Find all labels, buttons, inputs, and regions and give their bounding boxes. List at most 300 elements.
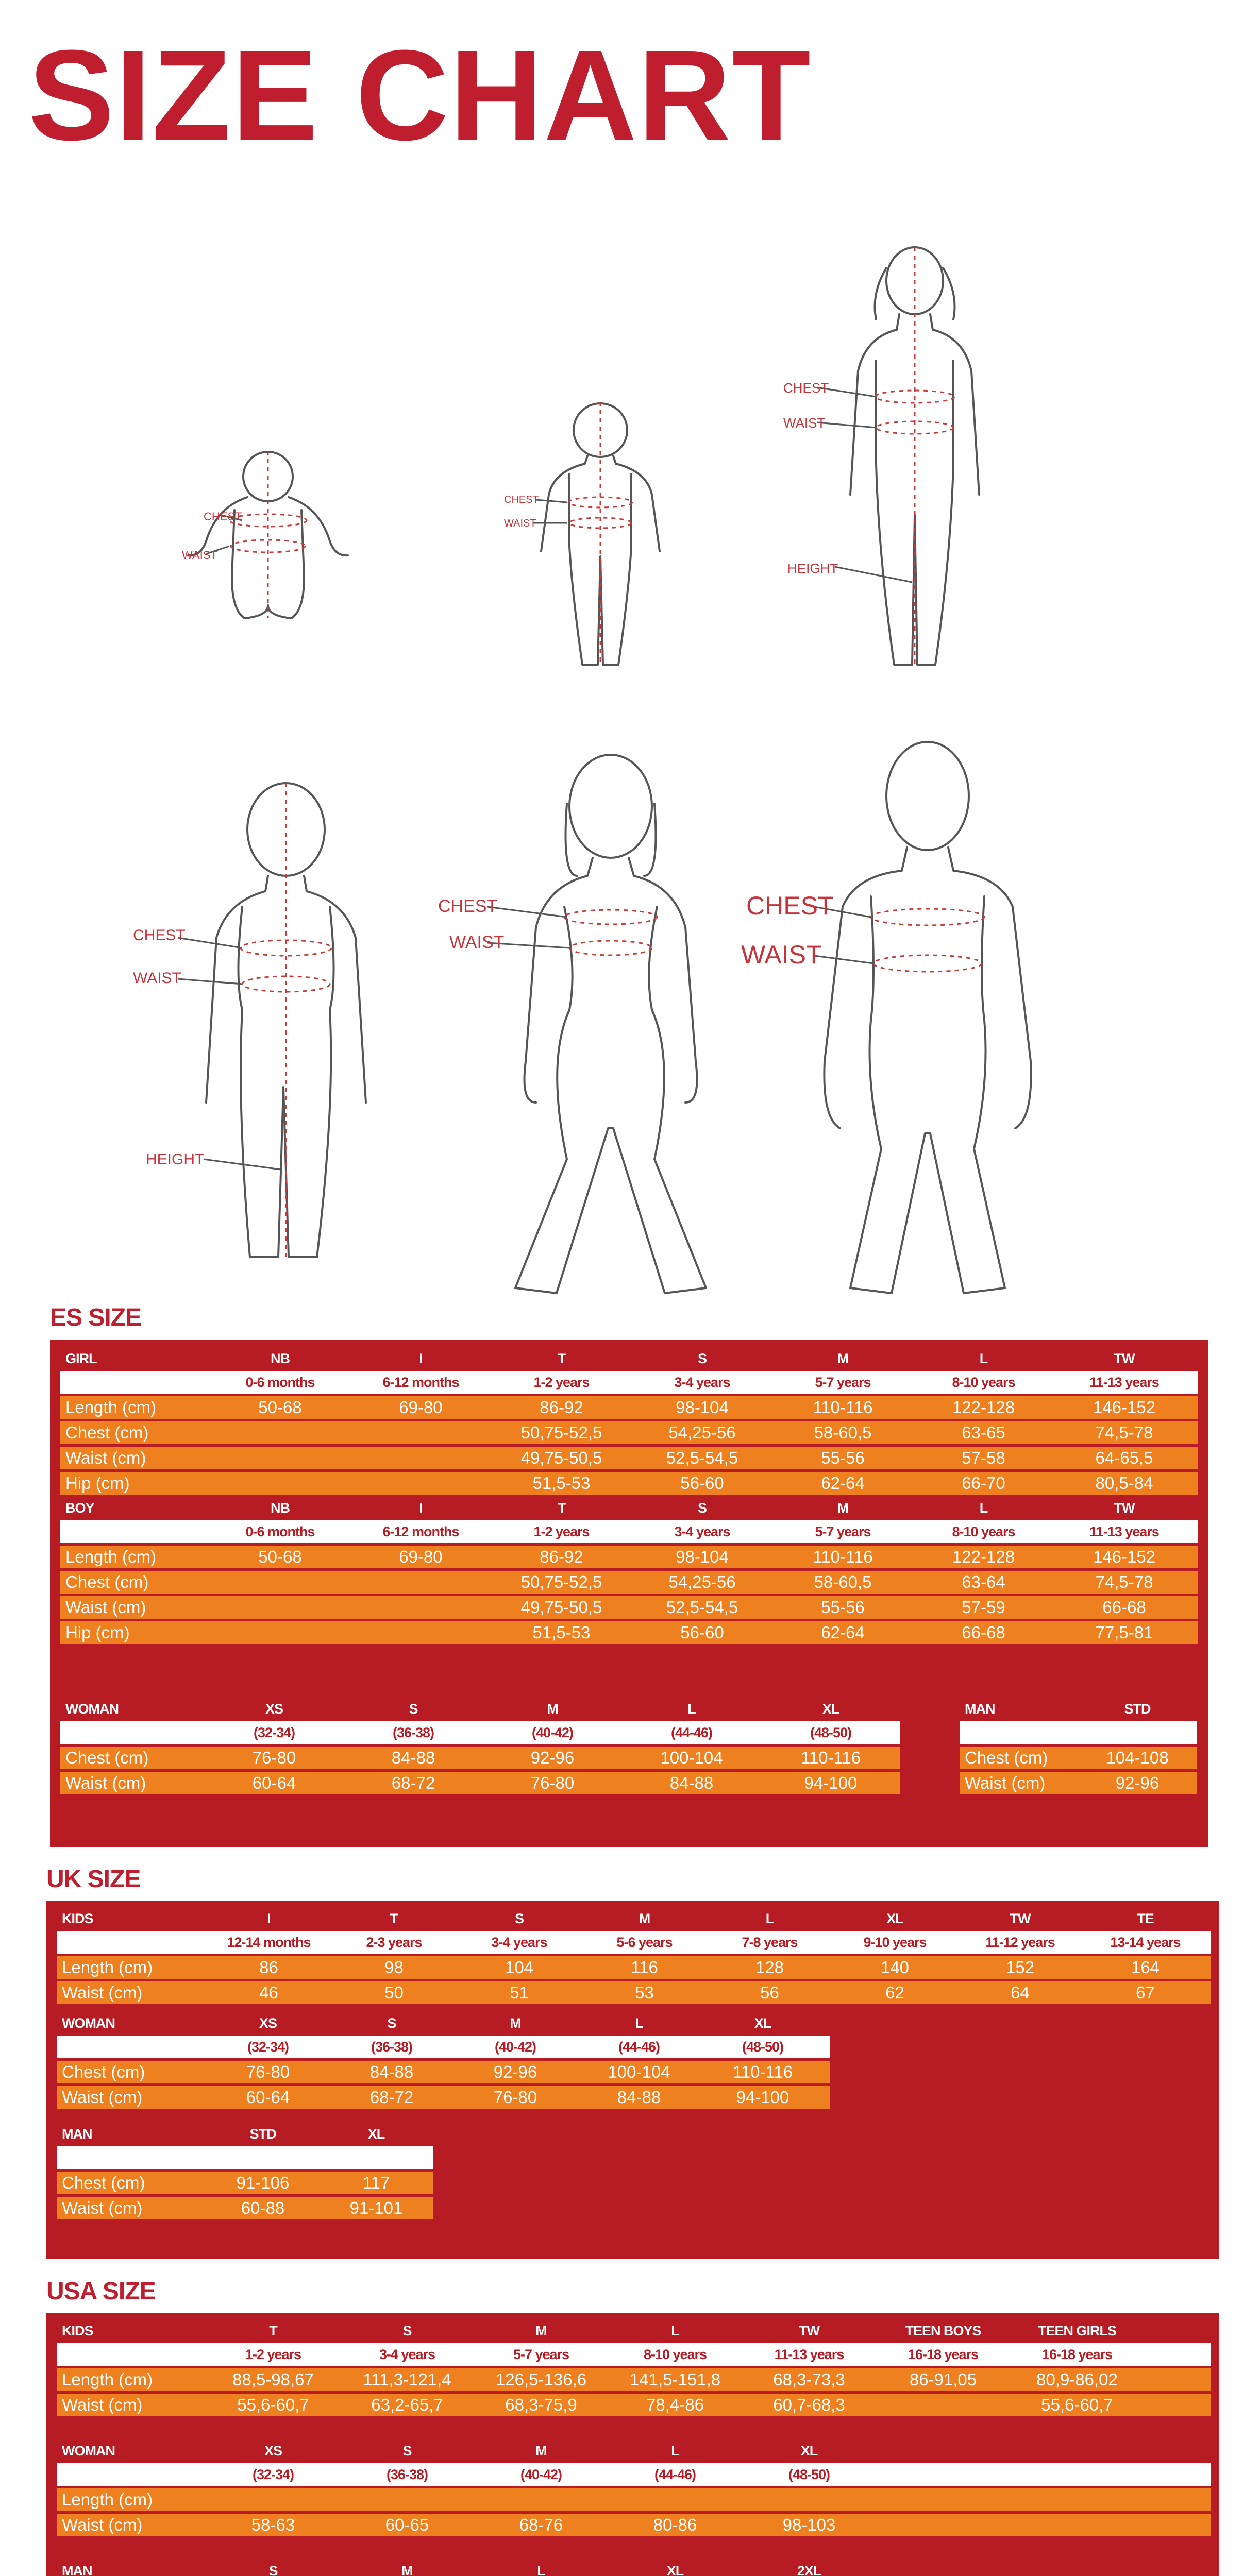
group-name: MAN	[62, 2563, 92, 2576]
measurement-value: 68-76	[519, 2515, 563, 2534]
measurement-value: 74,5-78	[1095, 1572, 1153, 1591]
size-code: STD	[249, 2126, 276, 2142]
measurement-value: 84-88	[617, 2088, 661, 2107]
group-name: BOY	[65, 1500, 94, 1516]
measurement-label: Waist (cm)	[62, 1983, 143, 2002]
measurement-row	[60, 1396, 1198, 1419]
size-code: M	[535, 2323, 547, 2338]
measurement-value: 51,5-53	[532, 1623, 591, 1642]
size-code: S	[514, 1910, 524, 1926]
measurement-value: 146-152	[1093, 1398, 1156, 1417]
size-code: L	[671, 2323, 679, 2338]
age-range: 3-4 years	[674, 1523, 730, 1539]
size-code: STD	[1124, 1701, 1151, 1717]
fig-label-waist: WAIST	[133, 970, 181, 987]
measurement-label: Chest (cm)	[65, 1572, 149, 1591]
age-range: (40-42)	[520, 2466, 562, 2482]
measurement-value: 122-128	[952, 1547, 1015, 1566]
fig-label-height: HEIGHT	[787, 561, 838, 576]
size-header-row	[60, 1698, 900, 1720]
measurement-label: Length (cm)	[65, 1398, 157, 1417]
age-range: 3-4 years	[491, 1934, 547, 1950]
measurement-value: 52,5-54,5	[666, 1448, 738, 1467]
measurement-row	[60, 1447, 1198, 1469]
measurement-label: Waist (cm)	[65, 1448, 146, 1467]
size-header-row	[57, 2560, 1211, 2576]
measurement-value: 110-116	[800, 1748, 861, 1767]
size-code: M	[510, 2015, 521, 2031]
fig-label-chest: CHEST	[746, 891, 834, 920]
age-range: 8-10 years	[643, 2346, 707, 2362]
measurement-value: 68,3-73,3	[773, 2370, 845, 2389]
measurement-value: 50-68	[258, 1398, 302, 1417]
measurement-value: 84-88	[669, 1773, 714, 1792]
fig-label-waist: WAIST	[182, 549, 217, 562]
size-code: NB	[271, 1500, 290, 1516]
measurement-value: 98	[384, 1958, 404, 1977]
measurement-value: 68,3-75,9	[505, 2395, 577, 2414]
age-range: 2-3 years	[366, 1934, 422, 1950]
measurement-row	[57, 2488, 1211, 2511]
measurement-value: 64	[1011, 1983, 1030, 2002]
age-range: (48-50)	[810, 1724, 852, 1740]
size-code: XL	[367, 2126, 385, 2142]
es-size-title: ES SIZE	[50, 1304, 142, 1331]
measurement-value: 57-59	[962, 1598, 1005, 1617]
measurement-value: 110-116	[732, 2062, 793, 2081]
age-range: 8-10 years	[952, 1523, 1015, 1539]
size-code: M	[837, 1350, 849, 1366]
size-code: S	[697, 1500, 707, 1516]
measurement-value: 84-88	[369, 2062, 414, 2081]
measurement-label: Waist (cm)	[65, 1773, 146, 1792]
measurement-value: 60-88	[241, 2198, 285, 2217]
measurement-value: 63,2-65,7	[371, 2395, 443, 2414]
age-range: 6-12 months	[382, 1523, 459, 1539]
size-code: M	[547, 1701, 558, 1717]
measurement-value: 122-128	[952, 1398, 1015, 1417]
fig-label-chest: CHEST	[504, 494, 539, 505]
group-name: MAN	[62, 2126, 92, 2142]
measurement-row	[57, 1981, 1211, 2004]
measurement-row	[60, 1472, 1198, 1495]
measurement-value: 98-103	[782, 2515, 836, 2534]
measurement-value: 55,6-60,7	[1041, 2395, 1113, 2414]
size-code: XL	[800, 2443, 818, 2459]
size-code: M	[639, 1910, 650, 1926]
measurement-row	[57, 2394, 1211, 2416]
usa-kids-table	[57, 2319, 1211, 2416]
measurement-row	[60, 1421, 1198, 1444]
measurement-value: 69-80	[399, 1398, 443, 1417]
age-range: (32-34)	[252, 2466, 294, 2482]
uk-size-panel	[46, 1901, 1219, 2259]
age-range: 3-4 years	[379, 2346, 435, 2362]
measurement-value: 98-104	[676, 1547, 729, 1566]
measurement-value: 152	[1005, 1958, 1035, 1977]
es-woman-table	[60, 1698, 900, 1794]
measurement-value: 55-56	[821, 1448, 865, 1467]
age-range: (36-38)	[371, 2039, 413, 2055]
group-name: KIDS	[62, 1910, 93, 1926]
figure-man	[824, 742, 1031, 1293]
age-range: (44-46)	[618, 2039, 660, 2055]
fig-label-waist: WAIST	[504, 518, 536, 529]
size-header-row	[57, 2123, 433, 2145]
size-code: XS	[264, 2443, 282, 2459]
measurement-label: Chest (cm)	[62, 2173, 145, 2192]
measurement-value: 104	[505, 1958, 534, 1977]
size-code: T	[269, 2323, 277, 2338]
size-header-row	[57, 2319, 1211, 2342]
measurement-value: 63-65	[962, 1423, 1005, 1442]
size-code: TW	[799, 2323, 819, 2338]
measurement-value: 94-100	[804, 1773, 858, 1792]
measurement-value: 92-96	[1115, 1773, 1160, 1792]
figure-child	[206, 783, 366, 1257]
fig-label-chest: CHEST	[204, 510, 242, 523]
age-range: 8-10 years	[952, 1374, 1015, 1390]
measurement-value: 88,5-98,67	[232, 2370, 314, 2389]
group-name: WOMAN	[65, 1701, 119, 1717]
fig-label-chest: CHEST	[783, 380, 829, 396]
age-range: 0-6 months	[245, 1374, 315, 1390]
figure-woman	[515, 755, 706, 1293]
measurement-value: 68-72	[391, 1773, 435, 1792]
size-code: TE	[1137, 1910, 1154, 1926]
measurement-value: 100-104	[608, 2062, 670, 2081]
size-code: T	[557, 1500, 566, 1516]
measurement-value: 76-80	[252, 1748, 296, 1767]
size-code: S	[402, 2323, 412, 2338]
group-name: WOMAN	[62, 2443, 115, 2459]
measurement-value: 62-64	[821, 1623, 865, 1642]
page-title: SIZE CHART	[28, 23, 812, 167]
es-size-panel	[50, 1340, 1208, 1847]
measurement-value: 164	[1131, 1958, 1160, 1977]
measurement-value: 77,5-81	[1095, 1623, 1153, 1642]
uk-kids-table	[57, 1907, 1211, 2004]
measurement-value: 50	[384, 1983, 404, 2002]
measurement-label: Chest (cm)	[965, 1748, 1048, 1767]
age-row	[60, 1721, 900, 1744]
size-code: L	[537, 2563, 545, 2576]
measurement-label: Waist (cm)	[965, 1773, 1046, 1792]
measurement-value: 52,5-54,5	[666, 1598, 738, 1617]
measurement-value: 56	[760, 1983, 779, 2002]
size-code: L	[979, 1500, 988, 1516]
group-name: GIRL	[65, 1350, 97, 1366]
measurement-value: 140	[880, 1958, 910, 1977]
measurement-row	[60, 1747, 900, 1769]
size-header-row	[60, 1347, 1198, 1370]
measurement-label: Chest (cm)	[65, 1748, 149, 1767]
measurement-label: Length (cm)	[62, 2370, 153, 2389]
measurement-label: Length (cm)	[65, 1547, 157, 1566]
measurement-value: 57-58	[962, 1448, 1005, 1467]
measurement-label: Waist (cm)	[62, 2515, 143, 2534]
age-range: 9-10 years	[863, 1934, 927, 1950]
measurement-value: 86-92	[540, 1398, 583, 1417]
measurement-value: 100-104	[660, 1748, 723, 1767]
age-range: 1-2 years	[533, 1374, 590, 1390]
age-row	[57, 2343, 1211, 2366]
size-code: XL	[822, 1701, 839, 1717]
measurement-value: 94-100	[736, 2088, 789, 2107]
measurement-value: 116	[631, 1958, 658, 1977]
measurement-value: 80,5-84	[1095, 1473, 1153, 1493]
size-code: I	[419, 1350, 423, 1366]
size-code: TW	[1114, 1500, 1135, 1516]
measurement-label: Waist (cm)	[65, 1598, 146, 1617]
measurement-label: Waist (cm)	[62, 2395, 143, 2414]
measurement-row	[57, 2086, 830, 2109]
age-row	[60, 1371, 1198, 1394]
age-range: (36-38)	[392, 1724, 434, 1740]
measurement-value: 62	[885, 1983, 904, 2002]
age-row	[57, 2036, 830, 2058]
measurement-value: 53	[635, 1983, 654, 2002]
uk-size-title: UK SIZE	[46, 1866, 141, 1893]
usa-size-panel	[46, 2313, 1219, 2576]
measurement-value: 50-68	[258, 1547, 302, 1566]
size-code: T	[390, 1910, 398, 1926]
measurement-value: 50,75-52,5	[520, 1423, 602, 1442]
measurement-value: 56-60	[680, 1473, 724, 1493]
measurement-value: 68-72	[369, 2088, 414, 2107]
fig-label-waist: WAIST	[449, 933, 505, 952]
measurement-value: 62-64	[821, 1473, 865, 1493]
size-code: S	[387, 2015, 396, 2031]
measurement-value: 126,5-136,6	[495, 2370, 587, 2389]
measurement-row	[60, 1772, 900, 1794]
size-code: XL	[666, 2563, 684, 2576]
es-boy-table	[60, 1497, 1198, 1644]
size-header-row	[57, 2439, 1211, 2462]
measurement-row	[57, 1956, 1211, 1979]
measurement-label: Chest (cm)	[65, 1423, 149, 1442]
measurement-value: 74,5-78	[1095, 1423, 1153, 1442]
measurement-value: 54,25-56	[668, 1423, 736, 1442]
age-range: 1-2 years	[245, 2346, 301, 2362]
size-code: TW	[1114, 1350, 1135, 1366]
usa-woman-table	[57, 2439, 1211, 2536]
group-name: KIDS	[62, 2323, 93, 2338]
measurement-value: 49,75-50,5	[520, 1598, 602, 1617]
measurement-value: 56-60	[680, 1623, 724, 1642]
age-range: (36-38)	[386, 2466, 428, 2482]
age-range: 3-4 years	[674, 1374, 730, 1390]
measurement-row	[960, 1772, 1197, 1794]
measurement-value: 76-80	[246, 2062, 290, 2081]
size-code: M	[401, 2563, 413, 2576]
age-row	[57, 2463, 1211, 2486]
age-range: 12-14 months	[227, 1934, 311, 1950]
measurement-row	[57, 2197, 433, 2219]
size-code: T	[557, 1350, 566, 1366]
age-range: 11-13 years	[774, 2346, 844, 2362]
size-code: S	[402, 2443, 412, 2459]
measurement-value: 141,5-151,8	[629, 2370, 721, 2389]
measurement-label: Chest (cm)	[62, 2062, 145, 2081]
usa-man-table	[57, 2560, 1211, 2576]
measurement-value: 67	[1136, 1983, 1155, 2002]
age-range: 5-6 years	[616, 1934, 673, 1950]
size-code: L	[765, 1910, 774, 1926]
measurement-row	[60, 1571, 1198, 1594]
measurement-value: 49,75-50,5	[520, 1448, 602, 1467]
measurement-value: 84-88	[391, 1748, 435, 1767]
group-name: WOMAN	[62, 2015, 115, 2031]
measurement-label: Hip (cm)	[65, 1473, 130, 1493]
usa-size-title: USA SIZE	[46, 2278, 156, 2305]
age-range: (32-34)	[253, 1724, 295, 1740]
measurement-value: 66-68	[962, 1623, 1005, 1642]
size-code: 2XL	[797, 2563, 821, 2576]
age-range: 11-12 years	[985, 1934, 1055, 1950]
size-code: S	[697, 1350, 707, 1366]
measurement-value: 76-80	[493, 2088, 537, 2107]
measurement-value: 98-104	[676, 1398, 729, 1417]
size-code: M	[535, 2443, 547, 2459]
size-code: L	[979, 1350, 988, 1366]
age-range: 11-13 years	[1089, 1374, 1159, 1390]
size-code: L	[671, 2443, 679, 2459]
size-code: XS	[259, 2015, 277, 2031]
size-code: TEEN GIRLS	[1037, 2323, 1116, 2338]
age-range: 5-7 years	[815, 1523, 871, 1539]
es-man-table	[960, 1698, 1197, 1794]
measurement-value: 58-63	[251, 2515, 295, 2534]
measurement-value: 63-64	[962, 1572, 1005, 1591]
age-range: (48-50)	[742, 2039, 784, 2055]
measurement-value: 76-80	[530, 1773, 575, 1792]
age-range: 11-13 years	[1089, 1523, 1159, 1539]
measurement-value: 60-64	[252, 1773, 296, 1792]
measurement-value: 146-152	[1093, 1547, 1156, 1566]
measurement-value: 110-116	[813, 1547, 873, 1566]
age-range: (44-46)	[654, 2466, 696, 2482]
size-code: NB	[271, 1350, 290, 1366]
measurement-value: 60-65	[385, 2515, 429, 2534]
measurement-value: 69-80	[399, 1547, 443, 1566]
measurement-label: Waist (cm)	[62, 2198, 143, 2217]
fig-label-waist: WAIST	[783, 415, 826, 431]
size-code: XL	[886, 1910, 903, 1926]
fig-label-chest: CHEST	[438, 896, 498, 916]
measurement-value: 60-64	[246, 2088, 290, 2107]
measurement-value: 104-108	[1106, 1748, 1169, 1767]
size-header-row	[960, 1698, 1197, 1720]
measurement-value: 51,5-53	[532, 1473, 591, 1493]
size-code: TW	[1010, 1910, 1031, 1926]
measurement-value: 91-106	[236, 2173, 290, 2192]
age-range: 16-18 years	[1041, 2346, 1113, 2362]
measurement-value: 55-56	[821, 1598, 865, 1617]
measurement-value: 50,75-52,5	[520, 1572, 602, 1591]
age-range: 7-8 years	[742, 1934, 798, 1950]
size-header-row	[57, 2012, 830, 2035]
measurement-label: Length (cm)	[62, 2490, 153, 2509]
measurement-value: 86-91,05	[909, 2370, 977, 2389]
group-name: MAN	[965, 1701, 995, 1717]
age-range: (44-46)	[670, 1724, 713, 1740]
size-code: L	[687, 1701, 696, 1717]
measurement-value: 92-96	[530, 1748, 575, 1767]
measurement-value: 55,6-60,7	[237, 2395, 309, 2414]
measurement-value: 46	[259, 1983, 278, 2002]
size-code: XS	[265, 1701, 283, 1717]
measurement-value: 110-116	[813, 1398, 873, 1417]
age-range: (40-42)	[531, 1724, 574, 1740]
measurement-value: 64-65,5	[1095, 1448, 1153, 1467]
measurement-label: Waist (cm)	[62, 2088, 143, 2107]
measurement-value: 80-86	[653, 2515, 697, 2534]
size-code: I	[267, 1910, 271, 1926]
measurement-value: 51	[510, 1983, 529, 2002]
measurement-value: 86	[259, 1958, 278, 1977]
measurement-value: 86-92	[540, 1547, 583, 1566]
measurement-value: 54,25-56	[668, 1572, 736, 1591]
measurement-value: 91-101	[349, 2198, 403, 2217]
age-row	[60, 1520, 1198, 1543]
measurement-value: 80,9-86,02	[1036, 2370, 1118, 2389]
size-code: S	[268, 2563, 278, 2576]
measurement-row	[57, 2061, 830, 2083]
measurement-row	[60, 1596, 1198, 1619]
es-girl-table	[60, 1347, 1198, 1495]
measurement-value: 117	[362, 2173, 390, 2192]
measurement-row	[57, 2172, 433, 2194]
age-range: (40-42)	[494, 2039, 536, 2055]
size-code: S	[409, 1701, 418, 1717]
measurement-value: 60,7-68,3	[773, 2395, 845, 2414]
measurement-row	[960, 1747, 1197, 1769]
size-code: TEEN BOYS	[905, 2323, 981, 2338]
size-code: M	[837, 1500, 849, 1516]
size-header-row	[57, 1907, 1211, 1930]
age-range: 5-7 years	[815, 1374, 871, 1390]
age-row	[57, 2146, 433, 2169]
measurement-row	[60, 1546, 1198, 1568]
age-range: 13-14 years	[1110, 1934, 1181, 1950]
uk-man-table	[57, 2123, 433, 2219]
size-code: L	[635, 2015, 643, 2031]
measurement-value: 58-60,5	[814, 1572, 872, 1591]
measurement-label: Hip (cm)	[65, 1623, 130, 1642]
measurement-value: 78,4-86	[646, 2395, 704, 2414]
measurement-value: 111,3-121,4	[363, 2370, 451, 2389]
size-code: I	[419, 1500, 423, 1516]
age-range: 6-12 months	[382, 1374, 459, 1390]
measurement-row	[60, 1621, 1198, 1644]
age-range: (32-34)	[247, 2039, 289, 2055]
fig-label-height: HEIGHT	[146, 1151, 205, 1168]
age-range: 16-18 years	[908, 2346, 979, 2362]
size-code: XL	[754, 2015, 771, 2031]
size-header-row	[60, 1497, 1198, 1519]
age-row	[960, 1721, 1197, 1744]
age-range: 5-7 years	[513, 2346, 569, 2362]
fig-label-chest: CHEST	[133, 927, 186, 944]
measurement-value: 58-60,5	[814, 1423, 872, 1442]
measurement-row	[57, 2514, 1211, 2536]
fig-label-waist: WAIST	[741, 940, 822, 969]
age-range: (48-50)	[788, 2466, 830, 2482]
age-range: 1-2 years	[533, 1523, 590, 1539]
age-range: 0-6 months	[245, 1523, 315, 1539]
measurement-label: Length (cm)	[62, 1958, 153, 1977]
